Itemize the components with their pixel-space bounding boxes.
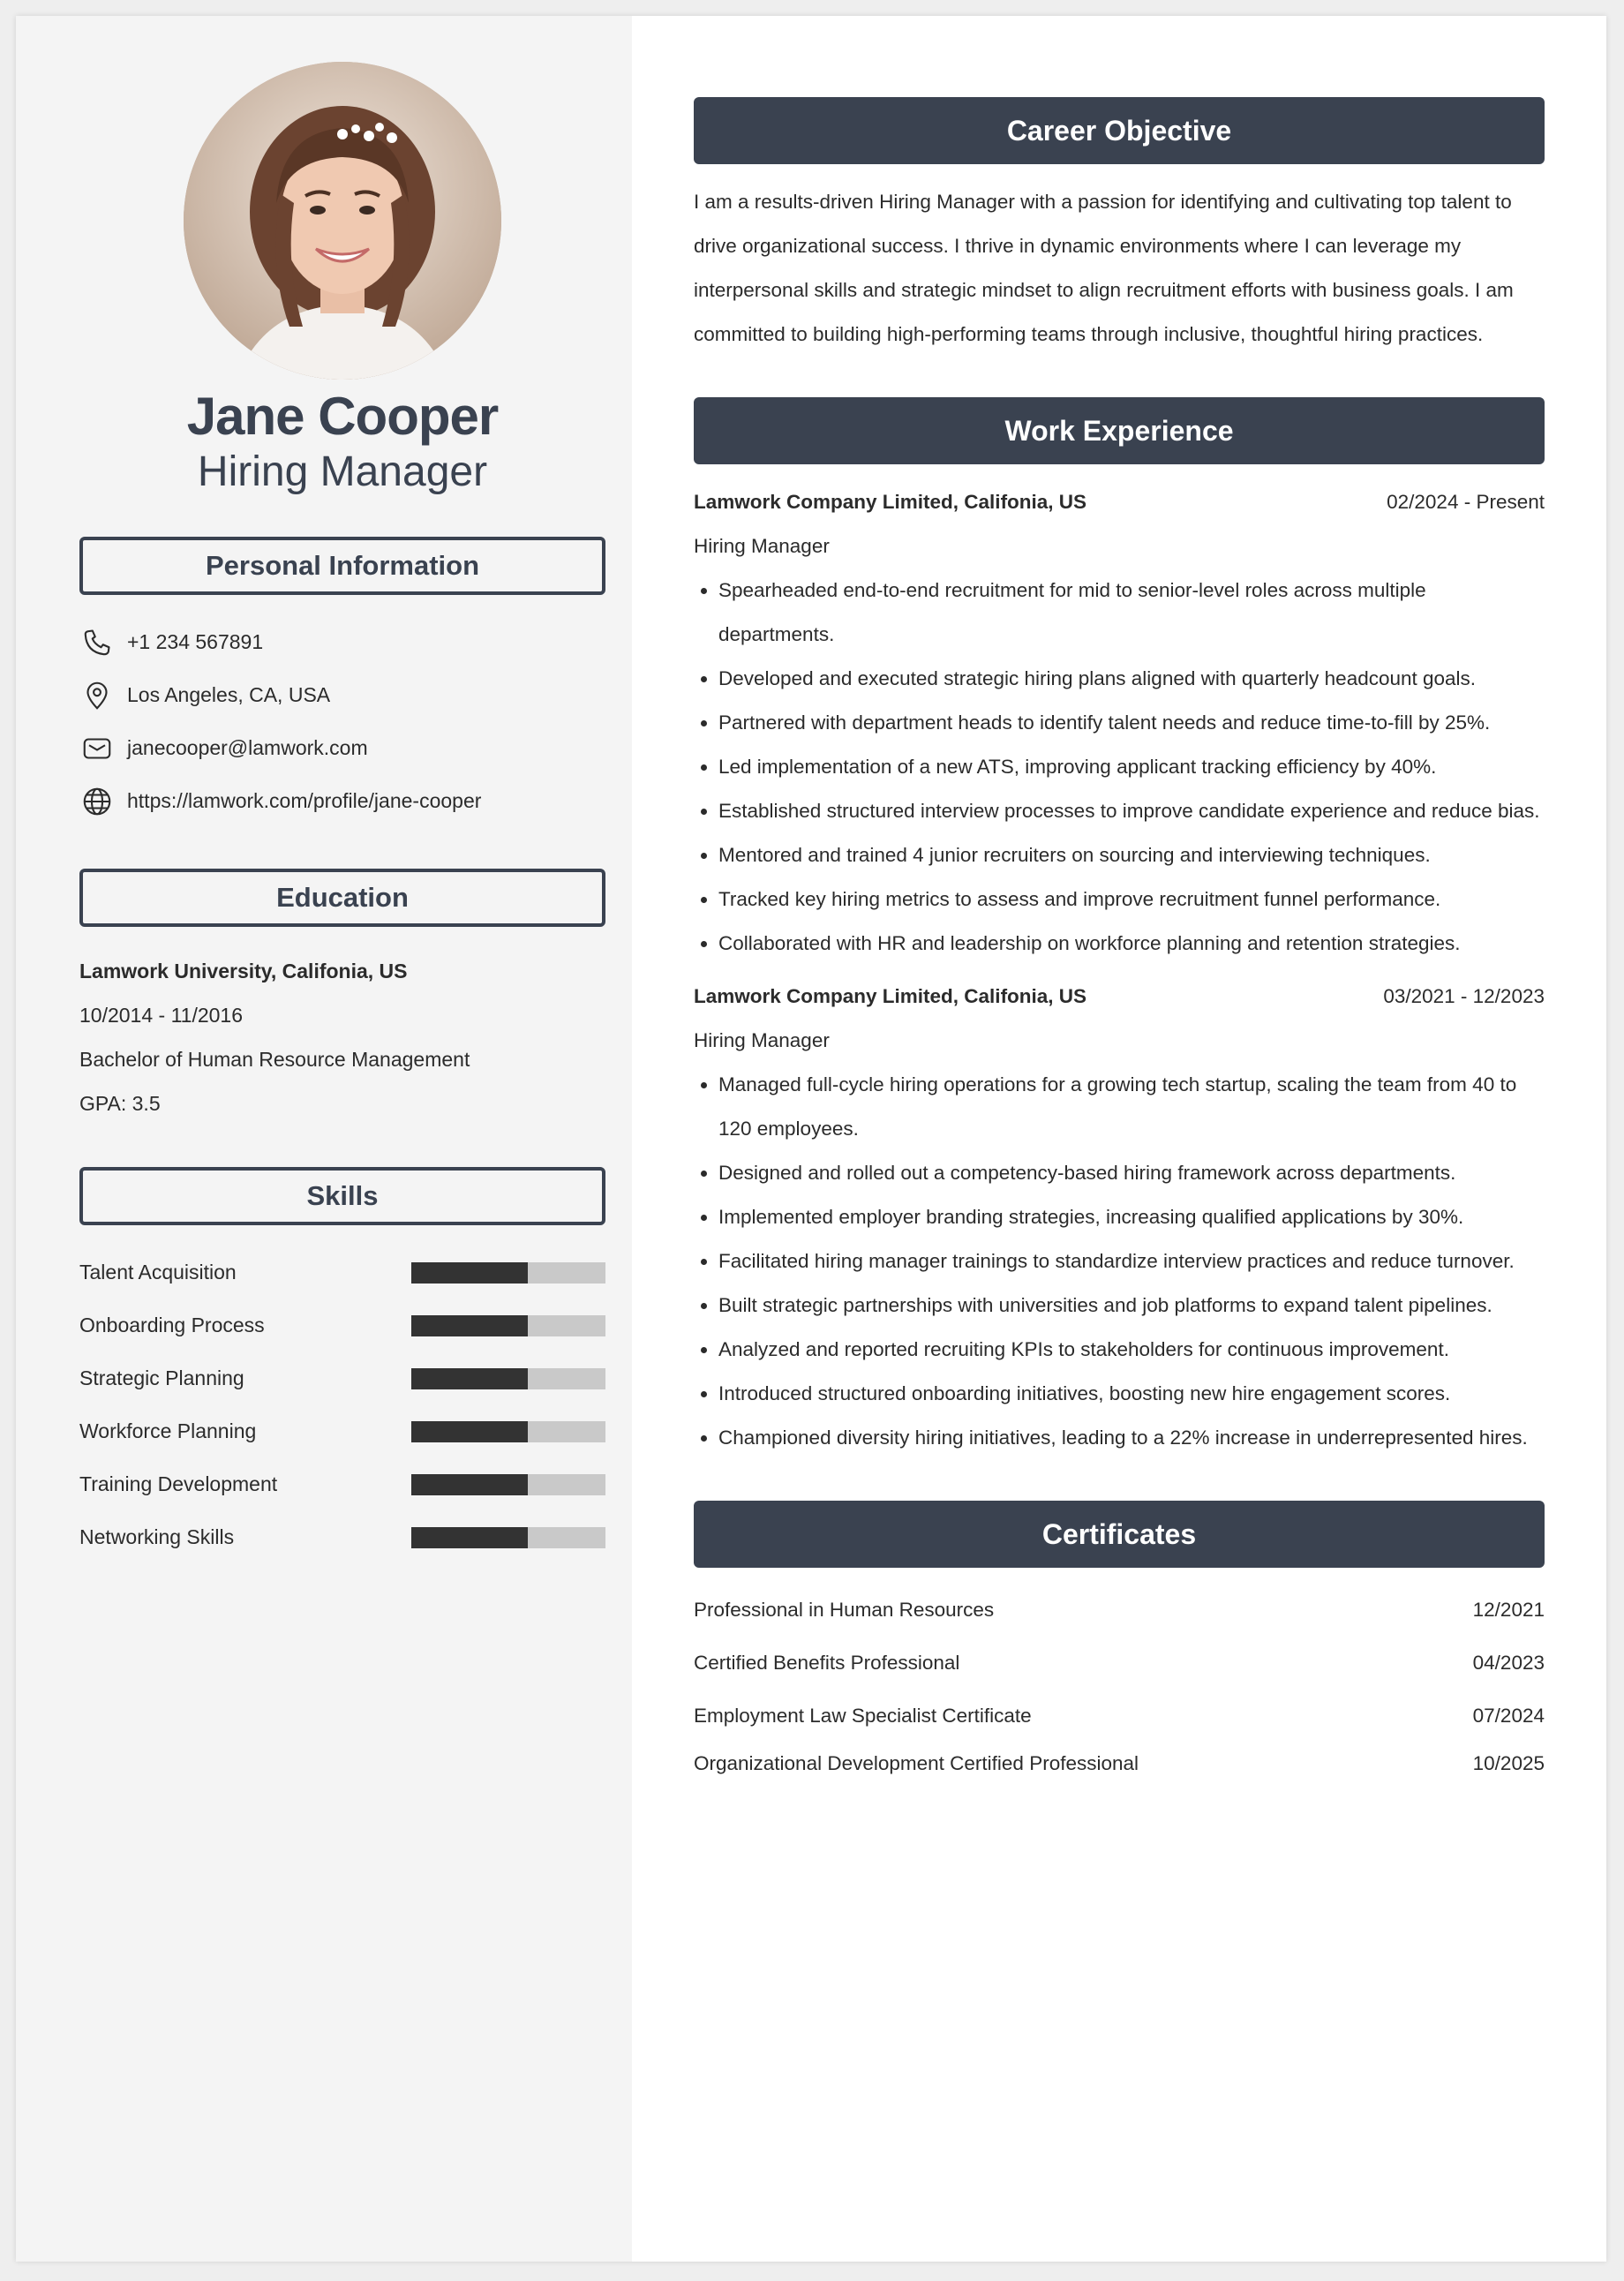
resume-page xyxy=(16,16,1606,2262)
website-link[interactable]: https://lamwork.com/profile/jane-cooper xyxy=(127,789,482,813)
education-block xyxy=(79,950,605,1126)
job-bullet: • Built strategic partnerships with universities and job platforms to expand talent pipelines. xyxy=(718,1284,1545,1328)
certificate-date: 04/2023 xyxy=(1472,1652,1545,1674)
job-bullet: • Designed and rolled out a competency-based hiring framework across departments. xyxy=(718,1151,1545,1195)
skill-bar xyxy=(411,1368,605,1389)
job-bullet: • Collaborated with HR and leadership on workforce planning and retention strategies. xyxy=(718,922,1545,966)
work-experience-heading: Work Experience xyxy=(694,397,1545,464)
education-gpa: GPA: 3.5 xyxy=(79,1092,161,1116)
career-objective-text: I am a results-driven Hiring Manager with a passion for identifying and cultivating top talent to drive organizational success. I thrive in dynamic environments where I can leverage my interpersonal skills and strategic mindset to align recruitment efforts with business goals. I am committed to building high-performing teams through inclusive, thoughtful hiring practices. xyxy=(694,191,1514,345)
avatar-wrap xyxy=(79,62,605,380)
certificate-name: Professional in Human Resources xyxy=(694,1599,995,1621)
job-bullets xyxy=(694,568,1545,966)
job-dates: 02/2024 - Present xyxy=(1387,491,1545,513)
job-company: Lamwork Company Limited, Califonia, US xyxy=(694,985,1087,1007)
job-bullet: • Established structured interview processes to improve candidate experience and reduce bias. xyxy=(718,789,1545,833)
certificate-date: 10/2025 xyxy=(1472,1752,1545,1774)
skill-name: Talent Acquisition xyxy=(79,1261,237,1284)
skill-item xyxy=(79,1299,605,1352)
skills-heading: Skills xyxy=(79,1167,605,1225)
contact-phone xyxy=(79,616,605,669)
map-pin-icon xyxy=(79,678,115,713)
job-bullet: • Spearheaded end-to-end recruitment for mid to senior-level roles across multiple departments. xyxy=(718,568,1545,657)
skill-bar-fill xyxy=(411,1421,528,1442)
job-bullet: • Facilitated hiring manager trainings to standardize interview practices and reduce turnover. xyxy=(718,1239,1545,1284)
avatar xyxy=(184,62,501,380)
avatar-photo xyxy=(184,62,501,380)
job-bullet: • Analyzed and reported recruiting KPIs to stakeholders for continuous improvement. xyxy=(718,1328,1545,1372)
job-bullet: • Led implementation of a new ATS, improving applicant tracking efficiency by 40%. xyxy=(718,745,1545,789)
education-degree: Bachelor of Human Resource Management xyxy=(79,1048,470,1072)
job-bullet: • Managed full-cycle hiring operations for a growing tech startup, scaling the team from 40 to 120 employees. xyxy=(718,1063,1545,1151)
job-bullet: • Partnered with department heads to identify talent needs and reduce time-to-fill by 25%. xyxy=(718,701,1545,745)
job-bullet: • Championed diversity hiring initiatives, leading to a 22% increase in underrepresented hires. xyxy=(718,1416,1545,1460)
job-dates: 03/2021 - 12/2023 xyxy=(1383,985,1545,1007)
skill-name: Workforce Planning xyxy=(79,1419,257,1443)
skill-bar-fill xyxy=(411,1262,528,1284)
personal-info-heading: Personal Information xyxy=(79,537,605,595)
job-bullet: • Mentored and trained 4 junior recruiters on sourcing and interviewing techniques. xyxy=(718,833,1545,877)
sidebar xyxy=(16,16,632,2262)
skill-name: Strategic Planning xyxy=(79,1366,244,1390)
job-bullet: • Developed and executed strategic hiring plans aligned with quarterly headcount goals. xyxy=(718,657,1545,701)
skill-bar xyxy=(411,1474,605,1495)
job-bullet: • Implemented employer branding strategies, increasing qualified applications by 30%. xyxy=(718,1195,1545,1239)
candidate-title: Hiring Manager xyxy=(197,448,488,495)
job-company: Lamwork Company Limited, Califonia, US xyxy=(694,491,1087,513)
certificate-date: 07/2024 xyxy=(1472,1705,1545,1727)
skill-item xyxy=(79,1246,605,1299)
skill-item xyxy=(79,1352,605,1405)
skill-bar-fill xyxy=(411,1527,528,1548)
skill-name: Onboarding Process xyxy=(79,1314,265,1337)
contact-list xyxy=(79,616,605,828)
skill-bar-fill xyxy=(411,1474,528,1495)
phone-text: +1 234 567891 xyxy=(127,630,264,654)
job-role: Hiring Manager xyxy=(694,1029,830,1051)
certificate-item xyxy=(694,1743,1545,1785)
job-entry xyxy=(694,975,1545,1460)
job-bullets xyxy=(694,1063,1545,1460)
certificates-section xyxy=(694,1501,1545,1785)
contact-location xyxy=(79,669,605,722)
job-bullet: • Introduced structured onboarding initiatives, boosting new hire engagement scores. xyxy=(718,1372,1545,1416)
certificate-name: Certified Benefits Professional xyxy=(694,1652,960,1674)
certificate-name: Employment Law Specialist Certificate xyxy=(694,1705,1032,1727)
work-experience-section xyxy=(694,397,1545,1460)
certificate-item xyxy=(694,1637,1545,1690)
education-dates: 10/2014 - 11/2016 xyxy=(79,1004,244,1028)
job-header xyxy=(694,480,1545,524)
career-objective-heading: Career Objective xyxy=(694,97,1545,164)
job-header xyxy=(694,975,1545,1019)
skill-item xyxy=(79,1405,605,1458)
certificates-list xyxy=(694,1584,1545,1785)
skill-name: Networking Skills xyxy=(79,1525,235,1549)
job-role: Hiring Manager xyxy=(694,535,830,557)
certificates-heading: Certificates xyxy=(694,1501,1545,1568)
location-text: Los Angeles, CA, USA xyxy=(127,683,331,707)
phone-icon xyxy=(79,625,115,660)
skill-bar-fill xyxy=(411,1368,528,1389)
certificate-date: 12/2021 xyxy=(1472,1599,1545,1621)
main-column xyxy=(632,16,1606,2262)
certificate-item xyxy=(694,1690,1545,1743)
skill-bar xyxy=(411,1262,605,1284)
education-heading: Education xyxy=(79,869,605,927)
skill-bar xyxy=(411,1527,605,1548)
contact-email xyxy=(79,722,605,775)
skill-item xyxy=(79,1458,605,1511)
email-link[interactable]: janecooper@lamwork.com xyxy=(127,736,368,760)
skill-bar xyxy=(411,1421,605,1442)
mail-icon xyxy=(79,731,115,766)
skill-bar xyxy=(411,1315,605,1336)
skill-name: Training Development xyxy=(79,1472,278,1496)
education-school: Lamwork University, Califonia, US xyxy=(79,960,408,983)
globe-icon xyxy=(79,784,115,819)
candidate-name: Jane Cooper xyxy=(186,387,499,446)
skill-bar-fill xyxy=(411,1315,528,1336)
skills-list xyxy=(79,1246,605,1564)
job-bullet: • Tracked key hiring metrics to assess and improve recruitment funnel performance. xyxy=(718,877,1545,922)
skill-item xyxy=(79,1511,605,1564)
certificate-item xyxy=(694,1584,1545,1637)
contact-website xyxy=(79,775,605,828)
job-entry xyxy=(694,480,1545,966)
certificate-name: Organizational Development Certified Professional xyxy=(694,1752,1139,1774)
